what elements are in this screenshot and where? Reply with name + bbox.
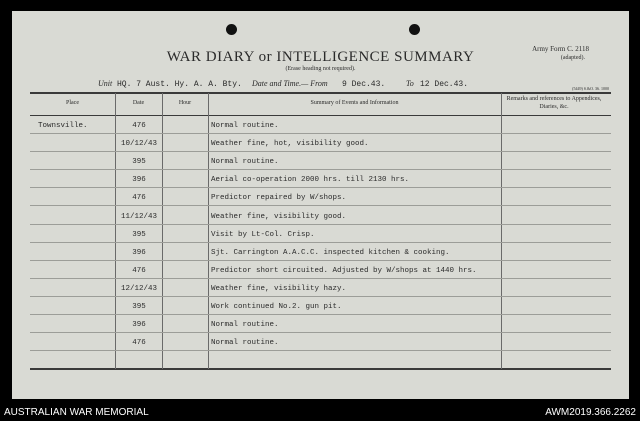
row-rule: [30, 314, 611, 315]
row-rule: [30, 278, 611, 279]
entry-summary: Predictor short circuited. Adjusted by W/shops at 1440 hrs.: [211, 266, 477, 275]
punch-hole: [409, 24, 420, 35]
print-reference: (5449) S.&O. 36. 1000: [572, 86, 609, 91]
entry-summary: Normal routine.: [211, 122, 279, 130]
col-header-date: Date: [132, 100, 145, 106]
entry-summary: Sjt. Carrington A.A.C.C. inspected kitchen & cooking.: [211, 248, 450, 257]
entry-date: 476: [132, 194, 146, 203]
footer-source: AUSTRALIAN WAR MEMORIAL: [4, 407, 149, 418]
col-header-hour: Hour: [178, 100, 192, 106]
entry-date: 396: [132, 248, 146, 257]
header-bottom-border: [30, 115, 611, 116]
row-rule: [30, 242, 611, 243]
entry-date: 396: [132, 321, 146, 330]
column-divider: [162, 93, 163, 369]
row-rule: [30, 169, 611, 170]
diary-sheet: [12, 11, 629, 399]
row-rule: [30, 224, 611, 225]
entry-place: Townsville.: [38, 122, 88, 130]
column-divider: [208, 93, 209, 369]
entry-summary: Visit by Lt-Col. Crisp.: [211, 230, 315, 239]
entry-date: 476: [132, 266, 146, 275]
form-title: WAR DIARY or INTELLIGENCE SUMMARY: [166, 49, 475, 65]
col-header-remarks: Remarks and references to Appendices, Diaries, &c.: [506, 96, 602, 110]
punch-hole: [226, 24, 237, 35]
form-number: Army Form C. 2118: [532, 45, 589, 53]
entry-summary: Normal routine.: [211, 321, 279, 330]
entry-date: 476: [132, 339, 146, 348]
unit-value: HQ. 7 Aust. Hy. A. A. Bty.: [117, 80, 242, 89]
col-header-place: Place: [66, 100, 79, 106]
row-rule: [30, 332, 611, 333]
table-bottom-border: [30, 368, 611, 370]
entry-date: 395: [132, 303, 146, 311]
entry-summary: Normal routine.: [211, 158, 279, 167]
table-top-border: [30, 92, 611, 94]
row-rule: [30, 187, 611, 188]
entry-summary: Predictor repaired by W/shops.: [211, 194, 347, 203]
column-divider: [501, 93, 502, 369]
entry-date: 476: [132, 122, 146, 130]
footer-catalogue-id: AWM2019.366.2262: [545, 407, 636, 418]
date-from: 9 Dec.43.: [342, 80, 386, 89]
entry-summary: Weather fine, hot, visibility good.: [211, 140, 369, 149]
col-header-summary: Summary of Events and Information: [310, 100, 399, 106]
unit-label: Unit: [98, 79, 113, 88]
entry-summary: Work continued No.2. gun pit.: [211, 303, 342, 311]
entry-summary: Weather fine, visibility hazy.: [211, 284, 347, 293]
row-rule: [30, 205, 611, 206]
entry-date: 11/12/43: [120, 212, 157, 221]
to-label: To: [406, 79, 414, 88]
entry-date: 396: [132, 176, 146, 185]
entry-date: 10/12/43: [120, 140, 157, 149]
entry-summary: Weather fine, visibility good.: [211, 212, 347, 221]
row-rule: [30, 350, 611, 351]
entry-date: 12/12/43: [120, 284, 157, 293]
row-rule: [30, 260, 611, 261]
entry-summary: Normal routine.: [211, 339, 279, 348]
entry-summary: Aerial co-operation 2000 hrs. till 2130 hrs.: [211, 176, 410, 185]
entry-date: 395: [132, 158, 146, 167]
row-rule: [30, 133, 611, 134]
form-subtitle: (Erase heading not required).: [285, 66, 356, 72]
row-rule: [30, 296, 611, 297]
form-adapted-note: (adapted).: [560, 55, 585, 61]
date-to: 12 Dec.43.: [420, 80, 469, 89]
entry-date: 395: [132, 230, 146, 239]
row-rule: [30, 151, 611, 152]
date-label: Date and Time.— From: [252, 79, 328, 88]
